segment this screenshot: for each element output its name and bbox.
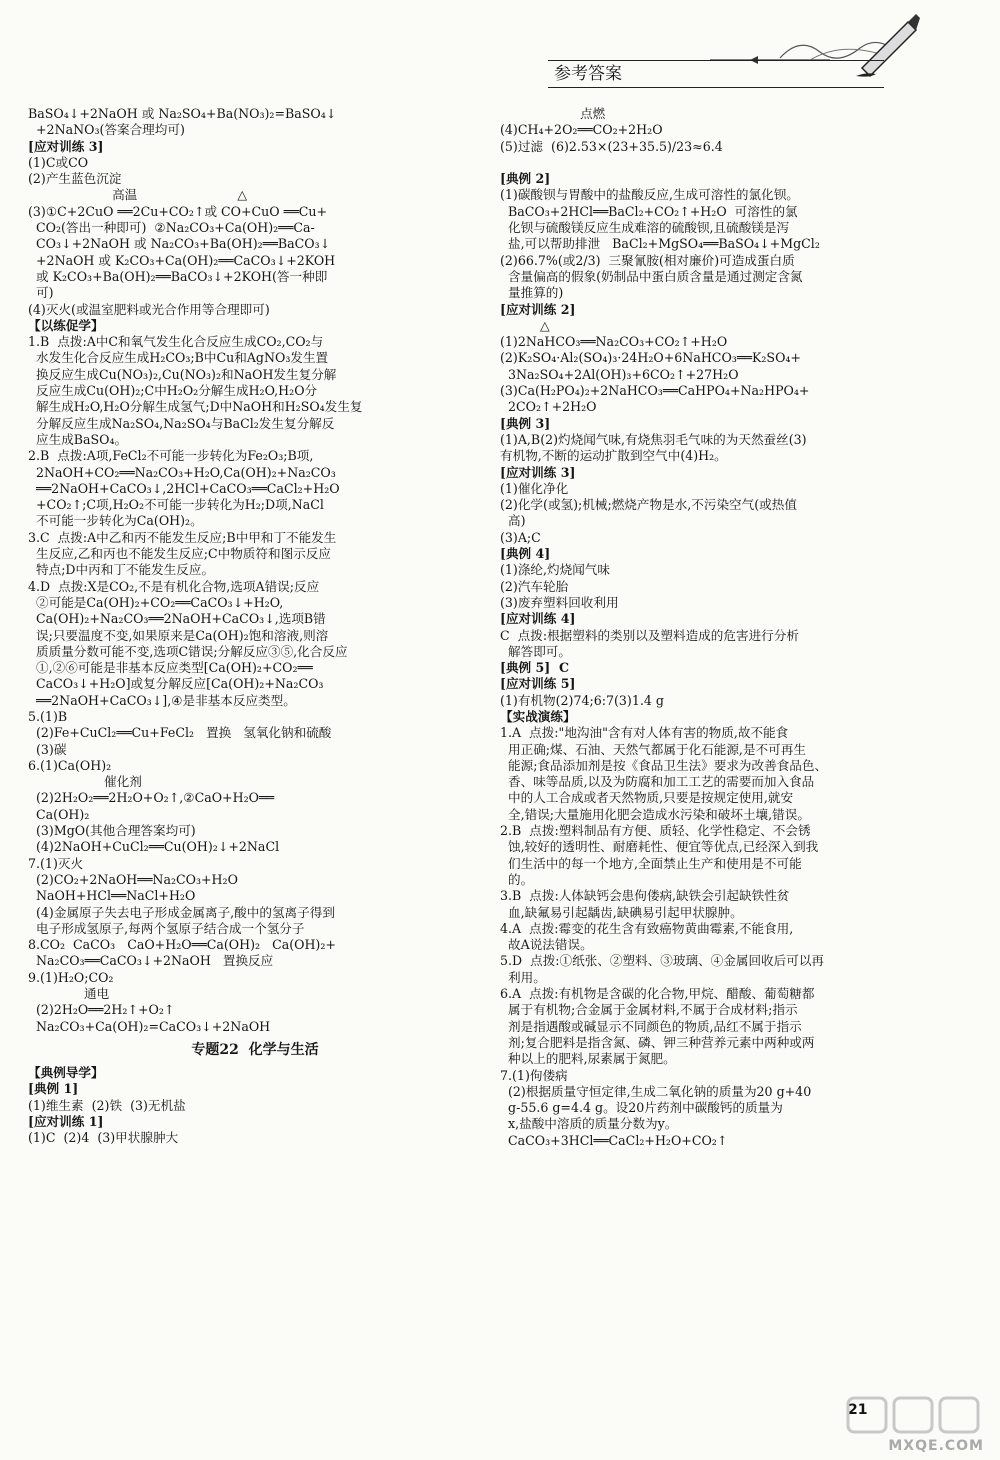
text-line: +CO₂↑;C项,H₂O₂不可能一步转化为H₂;D项,NaCl xyxy=(28,497,324,513)
text-line: 蚀,较好的透明性、耐磨耗性、便宜等优点,已经深入到我 xyxy=(500,839,819,855)
text-line: (3)碳 xyxy=(28,741,67,757)
text-line: (1)涤纶,灼烧闻气味 xyxy=(500,562,610,578)
subsection-label: [典例 4] xyxy=(500,546,551,562)
text-line: 不可能一步转化为Ca(OH)₂。 xyxy=(28,513,203,529)
text-line: CO₂(答出一种即可) ②Na₂CO₃+Ca(OH)₂══Ca- xyxy=(28,220,315,236)
text-line: C 点拨:根据塑料的类别以及塑料造成的危害进行分析 xyxy=(500,627,799,643)
page-number: 21 xyxy=(848,1402,868,1418)
text-line: (2)CO₂+2NaOH══Na₂CO₃+H₂O xyxy=(28,871,238,887)
text-line: 7.(1)佝偻病 xyxy=(500,1067,568,1083)
text-line: (1)碳酸钡与胃酸中的盐酸反应,生成可溶性的氯化钡。 xyxy=(500,187,799,203)
text-line: (1)有机物(2)74;6:7(3)1.4 g xyxy=(500,692,664,708)
text-line: 4.A 点拨:霉变的花生含有致癌物黄曲霉素,不能食用, xyxy=(500,920,794,936)
text-line: 7.(1)灭火 xyxy=(28,855,84,871)
text-line: CaCO₃↓+H₂O]或复分解反应[Ca(OH)₂+Na₂CO₃ xyxy=(28,676,324,692)
text-line: 3Na₂SO₄+2Al(OH)₃+6CO₂↑+27H₂O xyxy=(500,366,739,382)
text-line: 2.B 点拨:塑料制品有方便、质轻、化学性稳定、不会锈 xyxy=(500,823,811,839)
text-line: 换反应生成Cu(NO₃)₂,Cu(NO₃)₂和NaOH发生复分解 xyxy=(28,366,337,382)
section-title: 专题22 化学与生活 xyxy=(191,1041,319,1058)
text-line: (1)催化净化 xyxy=(500,480,569,496)
text-line: 高温 △ xyxy=(28,187,248,203)
text-line: 量推算的) xyxy=(500,285,564,301)
text-line: 2CO₂↑+2H₂O xyxy=(500,399,597,415)
subsection-label: [典例 3] xyxy=(500,415,551,431)
text-line: 1.A 点拨:"地沟油"含有对人体有害的物质,故不能食 xyxy=(500,725,789,741)
text-line: 有机物,不断的运动扩散到空气中(4)H₂。 xyxy=(500,448,727,464)
text-line: +2NaOH 或 K₂CO₃+Ca(OH)₂══CaCO₃↓+2KOH xyxy=(28,252,336,268)
text-line: (4)灭火(或温室肥料或光合作用等合理即可) xyxy=(28,301,270,317)
subsection-label: 【以练促学】 xyxy=(28,317,104,333)
text-line: 6.A 点拨:有机物是含碳的化合物,甲烷、醋酸、葡萄糖都 xyxy=(500,986,815,1002)
text-line: 反应生成Cu(OH)₂;C中H₂O₂分解生成H₂O,H₂O分 xyxy=(28,383,318,399)
text-line: Ca(OH)₂ xyxy=(28,806,90,822)
text-line: 3.C 点拨:A中乙和丙不能发生反应;B中甲和丁不能发生 xyxy=(28,529,337,545)
text-line: (4)CH₄+2O₂══CO₂+2H₂O xyxy=(500,122,663,138)
text-line: 3.B 点拨:人体缺钙会患佝偻病,缺铁会引起缺铁性贫 xyxy=(500,888,790,904)
text-line: ══2NaOH+CaCO₃↓],④是非基本反应类型。 xyxy=(28,692,296,708)
text-line: 生反应,乙和丙也不能发生反应;C中物质符和图示反应 xyxy=(28,546,331,562)
text-line: 8.CO₂ CaCO₃ CaO+H₂O══Ca(OH)₂ Ca(OH)₂+ xyxy=(28,937,336,953)
text-line: 特点;D中丙和丁不能发生反应。 xyxy=(28,562,215,578)
text-line: (3)Ca(H₂PO₄)₂+2NaHCO₃══CaHPO₄+Na₂HPO₄+ xyxy=(500,383,810,399)
text-line: (4)2NaOH+CuCl₂══Cu(OH)₂↓+2NaCl xyxy=(28,839,280,855)
text-line: (3)A;C xyxy=(500,529,541,545)
text-line: x,盐酸中溶质的质量分数为y。 xyxy=(500,1116,678,1132)
text-line: 5.(1)B xyxy=(28,708,68,724)
text-line: 高) xyxy=(500,513,526,529)
text-line: 2NaOH+CO₂══Na₂CO₃+H₂O,Ca(OH)₂+Na₂CO₃ xyxy=(28,464,336,480)
text-line: +2NaNO₃(答案合理均可) xyxy=(28,122,185,138)
text-line: 质质量分数可能不变,选项C错误;分解反应③⑤,化合反应 xyxy=(28,643,348,659)
text-line: 中的人工合成或者天然物质,只要是按规定使用,就安 xyxy=(500,790,794,806)
text-line: 2.B 点拨:A项,FeCl₂不可能一步转化为Fe₂O₃;B项, xyxy=(28,448,314,464)
text-line: CaCO₃+3HCl══CaCl₂+H₂O+CO₂↑ xyxy=(500,1132,728,1148)
text-line: 属于有机物;合金属于金属材料,不属于合成材料;指示 xyxy=(500,1002,798,1018)
text-line: 4.D 点拨:X是CO₂,不是有机化合物,选项A错误;反应 xyxy=(28,578,320,594)
text-line: △ xyxy=(500,317,550,333)
subsection-label: [应对训练 3] xyxy=(500,464,576,480)
text-line: 用正确;煤、石油、天然气都属于化石能源,是不可再生 xyxy=(500,741,806,757)
text-line: (1)维生素 (2)铁 (3)无机盐 xyxy=(28,1097,186,1113)
header-label: 参考答案 xyxy=(548,60,884,88)
text-line: (1)A,B(2)灼烧闻气味,有烧焦羽毛气味的为天然蚕丝(3) xyxy=(500,431,807,447)
text-line: 剂;复合肥料是指含氮、磷、钾三种营养元素中两种或两 xyxy=(500,1034,815,1050)
subsection-label: [应对训练 5] xyxy=(500,676,576,692)
subsection-label: [应对训练 1] xyxy=(28,1113,104,1129)
text-line: 水发生化合反应生成H₂CO₃;B中Cu和AgNO₃发生置 xyxy=(28,350,329,366)
text-line: 含量偏高的假象(奶制品中蛋白质含量是通过测定含氮 xyxy=(500,268,803,284)
text-line: (2)Fe+CuCl₂══Cu+FeCl₂ 置换 氢氧化钠和硫酸 xyxy=(28,725,332,741)
text-line: 6.(1)Ca(OH)₂ xyxy=(28,757,112,773)
text-line: 盐,可以帮助排泄 BaCl₂+MgSO₄══BaSO₄↓+MgCl₂ xyxy=(500,236,820,252)
text-line: (2)产生蓝色沉淀 xyxy=(28,171,122,187)
text-line: 解生成H₂O,H₂O分解生成氢气;D中NaOH和H₂SO₄发生复 xyxy=(28,399,363,415)
subsection-label: [典例 2] xyxy=(500,171,551,187)
text-line: 化钡与硫酸镁反应生成难溶的硫酸钡,且硫酸镁是泻 xyxy=(500,220,790,236)
text-line: (1)C (2)4 (3)甲状腺肿大 xyxy=(28,1130,179,1146)
text-line: (2)66.7%(或2/3) 三聚氰胺(相对廉价)可造成蛋白质 xyxy=(500,252,795,268)
text-line: NaOH+HCl══NaCl+H₂O xyxy=(28,888,196,904)
text-line: (2)K₂SO₄·Al₂(SO₄)₃·24H₂O+6NaHCO₃══K₂SO₄+ xyxy=(500,350,801,366)
watermark-logo-icon xyxy=(838,1394,988,1438)
text-line: Ca(OH)₂+Na₂CO₃══2NaOH+CaCO₃↓,选项B错 xyxy=(28,611,326,627)
text-line: 误;只要温度不变,如果原来是Ca(OH)₂饱和溶液,则溶 xyxy=(28,627,329,643)
text-line: 应生成BaSO₄。 xyxy=(28,431,128,447)
subsection-label: [应对训练 4] xyxy=(500,611,576,627)
text-line: 5.D 点拨:①纸张、②塑料、③玻璃、④金属回收后可以再 xyxy=(500,953,825,969)
text-line: 分解反应生成Na₂SO₄,Na₂SO₄与BaCl₂发生复分解反 xyxy=(28,415,335,431)
text-line: (3)MgO(其他合理答案均可) xyxy=(28,823,196,839)
text-line: 种以上的肥料,尿素属于氮肥。 xyxy=(500,1051,676,1067)
text-line: BaSO₄↓+2NaOH 或 Na₂SO₄+Ba(NO₃)₂=BaSO₄↓ xyxy=(28,106,337,121)
text-line: (2)2H₂O₂══2H₂O+O₂↑,②CaO+H₂O══ xyxy=(28,790,275,806)
text-line: 点燃 xyxy=(500,106,606,121)
text-line: (2)根据质量守恒定律,生成二氧化钠的质量为20 g+40 xyxy=(500,1083,812,1099)
text-line: 解答即可。 xyxy=(500,643,571,659)
text-line: 可) xyxy=(28,285,54,301)
left-column xyxy=(28,106,482,1146)
text-line: 们生活中的每一个地方,全面禁止生产和使用是不可能 xyxy=(500,855,802,871)
text-line: (1)C或CO xyxy=(28,154,89,170)
text-line: (3)①C+2CuO ══2Cu+CO₂↑或 CO+CuO ══Cu+ xyxy=(28,203,328,219)
text-line: 能源;食品添加剂是按《食品卫生法》要求为改善食品色、 xyxy=(500,757,828,773)
text-line: BaCO₃+2HCl══BaCl₂+CO₂↑+H₂O 可溶性的氯 xyxy=(500,203,798,219)
subsection-label: 【实战演练】 xyxy=(500,708,576,724)
subsection-label: 【典例导学】 xyxy=(28,1064,104,1080)
text-line: (2)化学(或氢);机械;燃烧产物是水,不污染空气(或热值 xyxy=(500,497,797,513)
text-line: (1)2NaHCO₃══Na₂CO₃+CO₂↑+H₂O xyxy=(500,334,728,350)
text-line: Na₂CO₃+Ca(OH)₂=CaCO₃↓+2NaOH xyxy=(28,1018,271,1034)
text-line: g-55.6 g=4.4 g。设20片药剂中碳酸钙的质量为 xyxy=(500,1100,783,1116)
text-line: (2)2H₂O══2H₂↑+O₂↑ xyxy=(28,1002,175,1018)
text-line: ①,②⑥可能是非基本反应类型[Ca(OH)₂+CO₂══ xyxy=(28,660,313,676)
text-line: ══2NaOH+CaCO₃↓,2HCl+CaCO₃══CaCl₂+H₂O xyxy=(28,480,340,496)
text-line: (2)汽车轮胎 xyxy=(500,578,569,594)
right-column xyxy=(500,106,970,1149)
text-line: 的。 xyxy=(500,871,534,887)
subsection-label: [应对训练 2] xyxy=(500,301,576,317)
text-line: 全,错误;大量施用化肥会造成水污染和破坏土壤,错误。 xyxy=(500,806,810,822)
subsection-label: [应对训练 3] xyxy=(28,138,104,154)
text-line: 香、味等品质,以及为防腐和加工工艺的需要而加入食品 xyxy=(500,774,815,790)
watermark xyxy=(838,1394,988,1454)
text-line: 或 K₂CO₃+Ba(OH)₂══BaCO₃↓+2KOH(答一种即 xyxy=(28,268,328,284)
text-line: 催化剂 xyxy=(28,774,142,790)
watermark-text: MXQE.COM xyxy=(888,1438,984,1454)
text-line: 故A说法错误。 xyxy=(500,937,593,953)
text-line: ②可能是Ca(OH)₂+CO₂══CaCO₃↓+H₂O, xyxy=(28,594,284,610)
text-line: (4)金属原子失去电子形成金属离子,酸中的氢离子得到 xyxy=(28,904,335,920)
text-line: Na₂CO₃══CaCO₃↓+2NaOH 置换反应 xyxy=(28,953,274,969)
subsection-label: [典例 1] xyxy=(28,1081,79,1097)
text-line: (3)废弃塑料回收利用 xyxy=(500,594,619,610)
text-line: 剂是指遇酸或碱显示不同颜色的物质,品红不属于指示 xyxy=(500,1018,802,1034)
text-line: 9.(1)H₂O;CO₂ xyxy=(28,969,114,985)
text-line: (5)过滤 (6)2.53×(23+35.5)/23≈6.4 xyxy=(500,138,723,154)
text-line: 通电 xyxy=(28,986,110,1002)
text-line: 1.B 点拨:A中C和氧气发生化合反应生成CO₂,CO₂与 xyxy=(28,334,324,350)
text-line xyxy=(500,155,970,171)
subsection-label: [典例 5] C xyxy=(500,660,570,676)
text-line: 利用。 xyxy=(500,969,546,985)
text-line: 电子形成氢原子,每两个氢原子结合成一个氢分子 xyxy=(28,920,305,936)
text-line: 血,缺氟易引起龋齿,缺碘易引起甲状腺肿。 xyxy=(500,904,743,920)
text-line: CO₃↓+2NaOH 或 Na₂CO₃+Ba(OH)₂══BaCO₃↓ xyxy=(28,236,331,252)
